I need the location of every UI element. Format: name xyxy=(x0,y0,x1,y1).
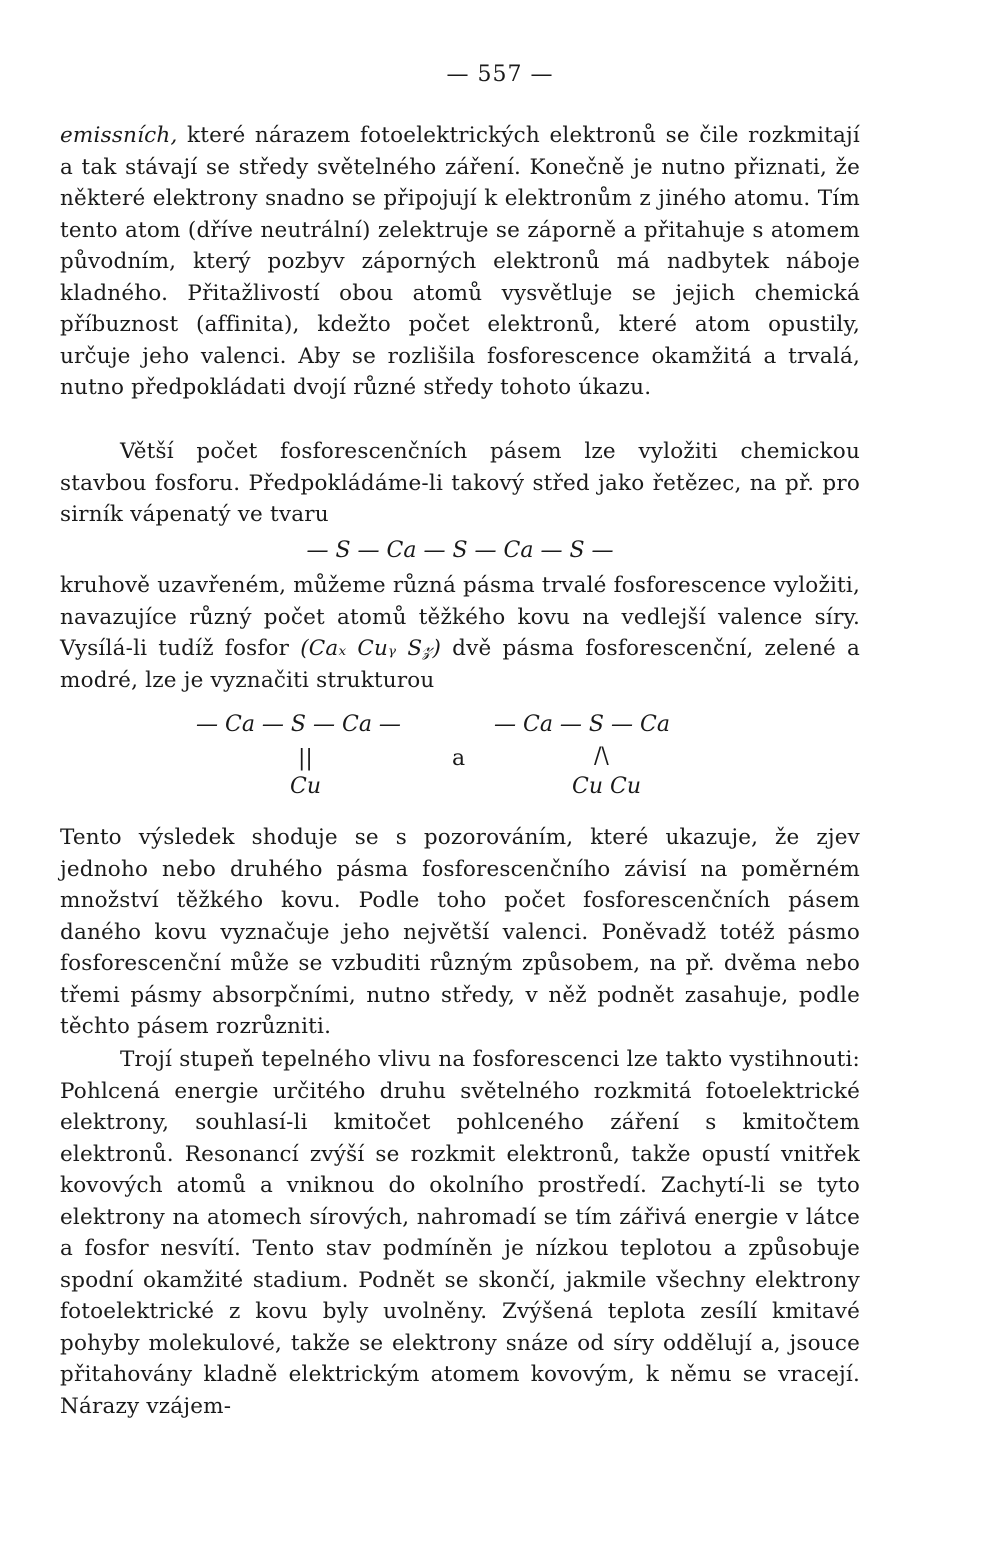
chain-formula: — S — Ca — S — Ca — S — xyxy=(306,538,614,563)
paragraph-3-text-after: dvě pásma fosforescenční, zelené a modré, lze je vyznačiti strukturou xyxy=(60,636,860,693)
paragraph-4: Tento výsledek shoduje se s pozorováním, které ukazuje, že zjev jednoho nebo druhého pásma fosforescenčního závisí na poměrném množství těžkého kovu. Podle toho počet fosforescenčních pásem daného kovu vyznačuje jeho největší valenci. Poněvadž totéž pásmo fosforescenční může se vzbuditi různým způsobem, na př. dvěma nebo třemi pásmy absorpčními, nutno středy, v něž podnět zasahuje, podle těchto pásem rozrůzniti. xyxy=(60,825,860,1039)
right-structure-branch-bond: /\ xyxy=(594,744,609,769)
paragraph-3 xyxy=(60,570,860,696)
paragraph-1-text: které nárazem fotoelektrických elektronů se čile rozkmitají a tak stávají se středy světelného záření. Konečně je nutno přiznati, že některé elektrony snadno se připojují k elektronům z jiného atomu. Tím tento atom (dříve neutrální) zelektruje se záporně a přitahuje s atomem původním, který pozbyv záporných elektronů má nadbytek náboje kladného. Přitažlivostí obou atomů vysvětluje se jejich chemická příbuznost (affinita), kdežto počet elektronů, které atom opustily, určuje jeho valenci. Aby se rozlišila fosforescence okamžitá a trvalá, nutno předpokládati dvojí různé středy tohoto úkazu. xyxy=(60,123,860,400)
left-structure-double-bond: || xyxy=(298,746,313,771)
inline-formula: (Caₓ Cuᵧ S𝓏) xyxy=(300,636,442,661)
paragraph-2: Větší počet fosforescenčních pásem lze vyložiti chemickou stavbou fosforu. Předpokládáme-li takový střed jako řetězec, na př. pro sirník vápenatý ve tvaru xyxy=(60,439,860,527)
right-structure-copper-pair: Cu Cu xyxy=(572,774,641,799)
page-number: — 557 — xyxy=(446,62,554,87)
paragraph-5: Trojí stupeň tepelného vlivu na fosforescenci lze takto vystihnouti: Pohlcená energie určitého druhu světelného rozkmitá fotoelektrické elektrony, souhlasí-li kmitočet pohlceného záření s kmitočtem elektronů. Resonancí zvýší se rozkmit elektronů, takže opustí vnitřek kovových atomů a vniknou do okolního prostředí. Zachytí-li se tyto elektrony na atomech sírových, nahromadí se tím zářivá energie v látce a fosfor nesvítí. Tento stav podmíněn je nízkou teplotou a způsobuje spodní okamžité stadium. Podnět se skončí, jakmile všechny elektrony fotoelektrické z kovu byly uvolněny. Zvýšená teplota zesílí kmitavé pohyby molekulové, takže se elektrony snáze od síry oddělují a, jsouce přitahovány kladně elektrickým atomem kovovým, k němu se vracejí. Nárazy vzájem- xyxy=(60,1047,860,1419)
emphasized-word: emissních, xyxy=(60,123,178,148)
paragraph-1 xyxy=(60,120,860,404)
right-structure-chain: — Ca — S — Ca xyxy=(494,712,670,737)
conjunction-and: a xyxy=(452,746,466,771)
paragraph-3-text-before: kruhově uzavřeném, můžeme různá pásma trvalé fosforescence vyložiti, navazujíce různý počet atomů těžkého kovu na vedlejší valence síry. Vysílá-li tudíž fosfor xyxy=(60,573,860,661)
left-structure-copper: Cu xyxy=(290,774,322,799)
left-structure-chain: — Ca — S — Ca — xyxy=(196,712,401,737)
